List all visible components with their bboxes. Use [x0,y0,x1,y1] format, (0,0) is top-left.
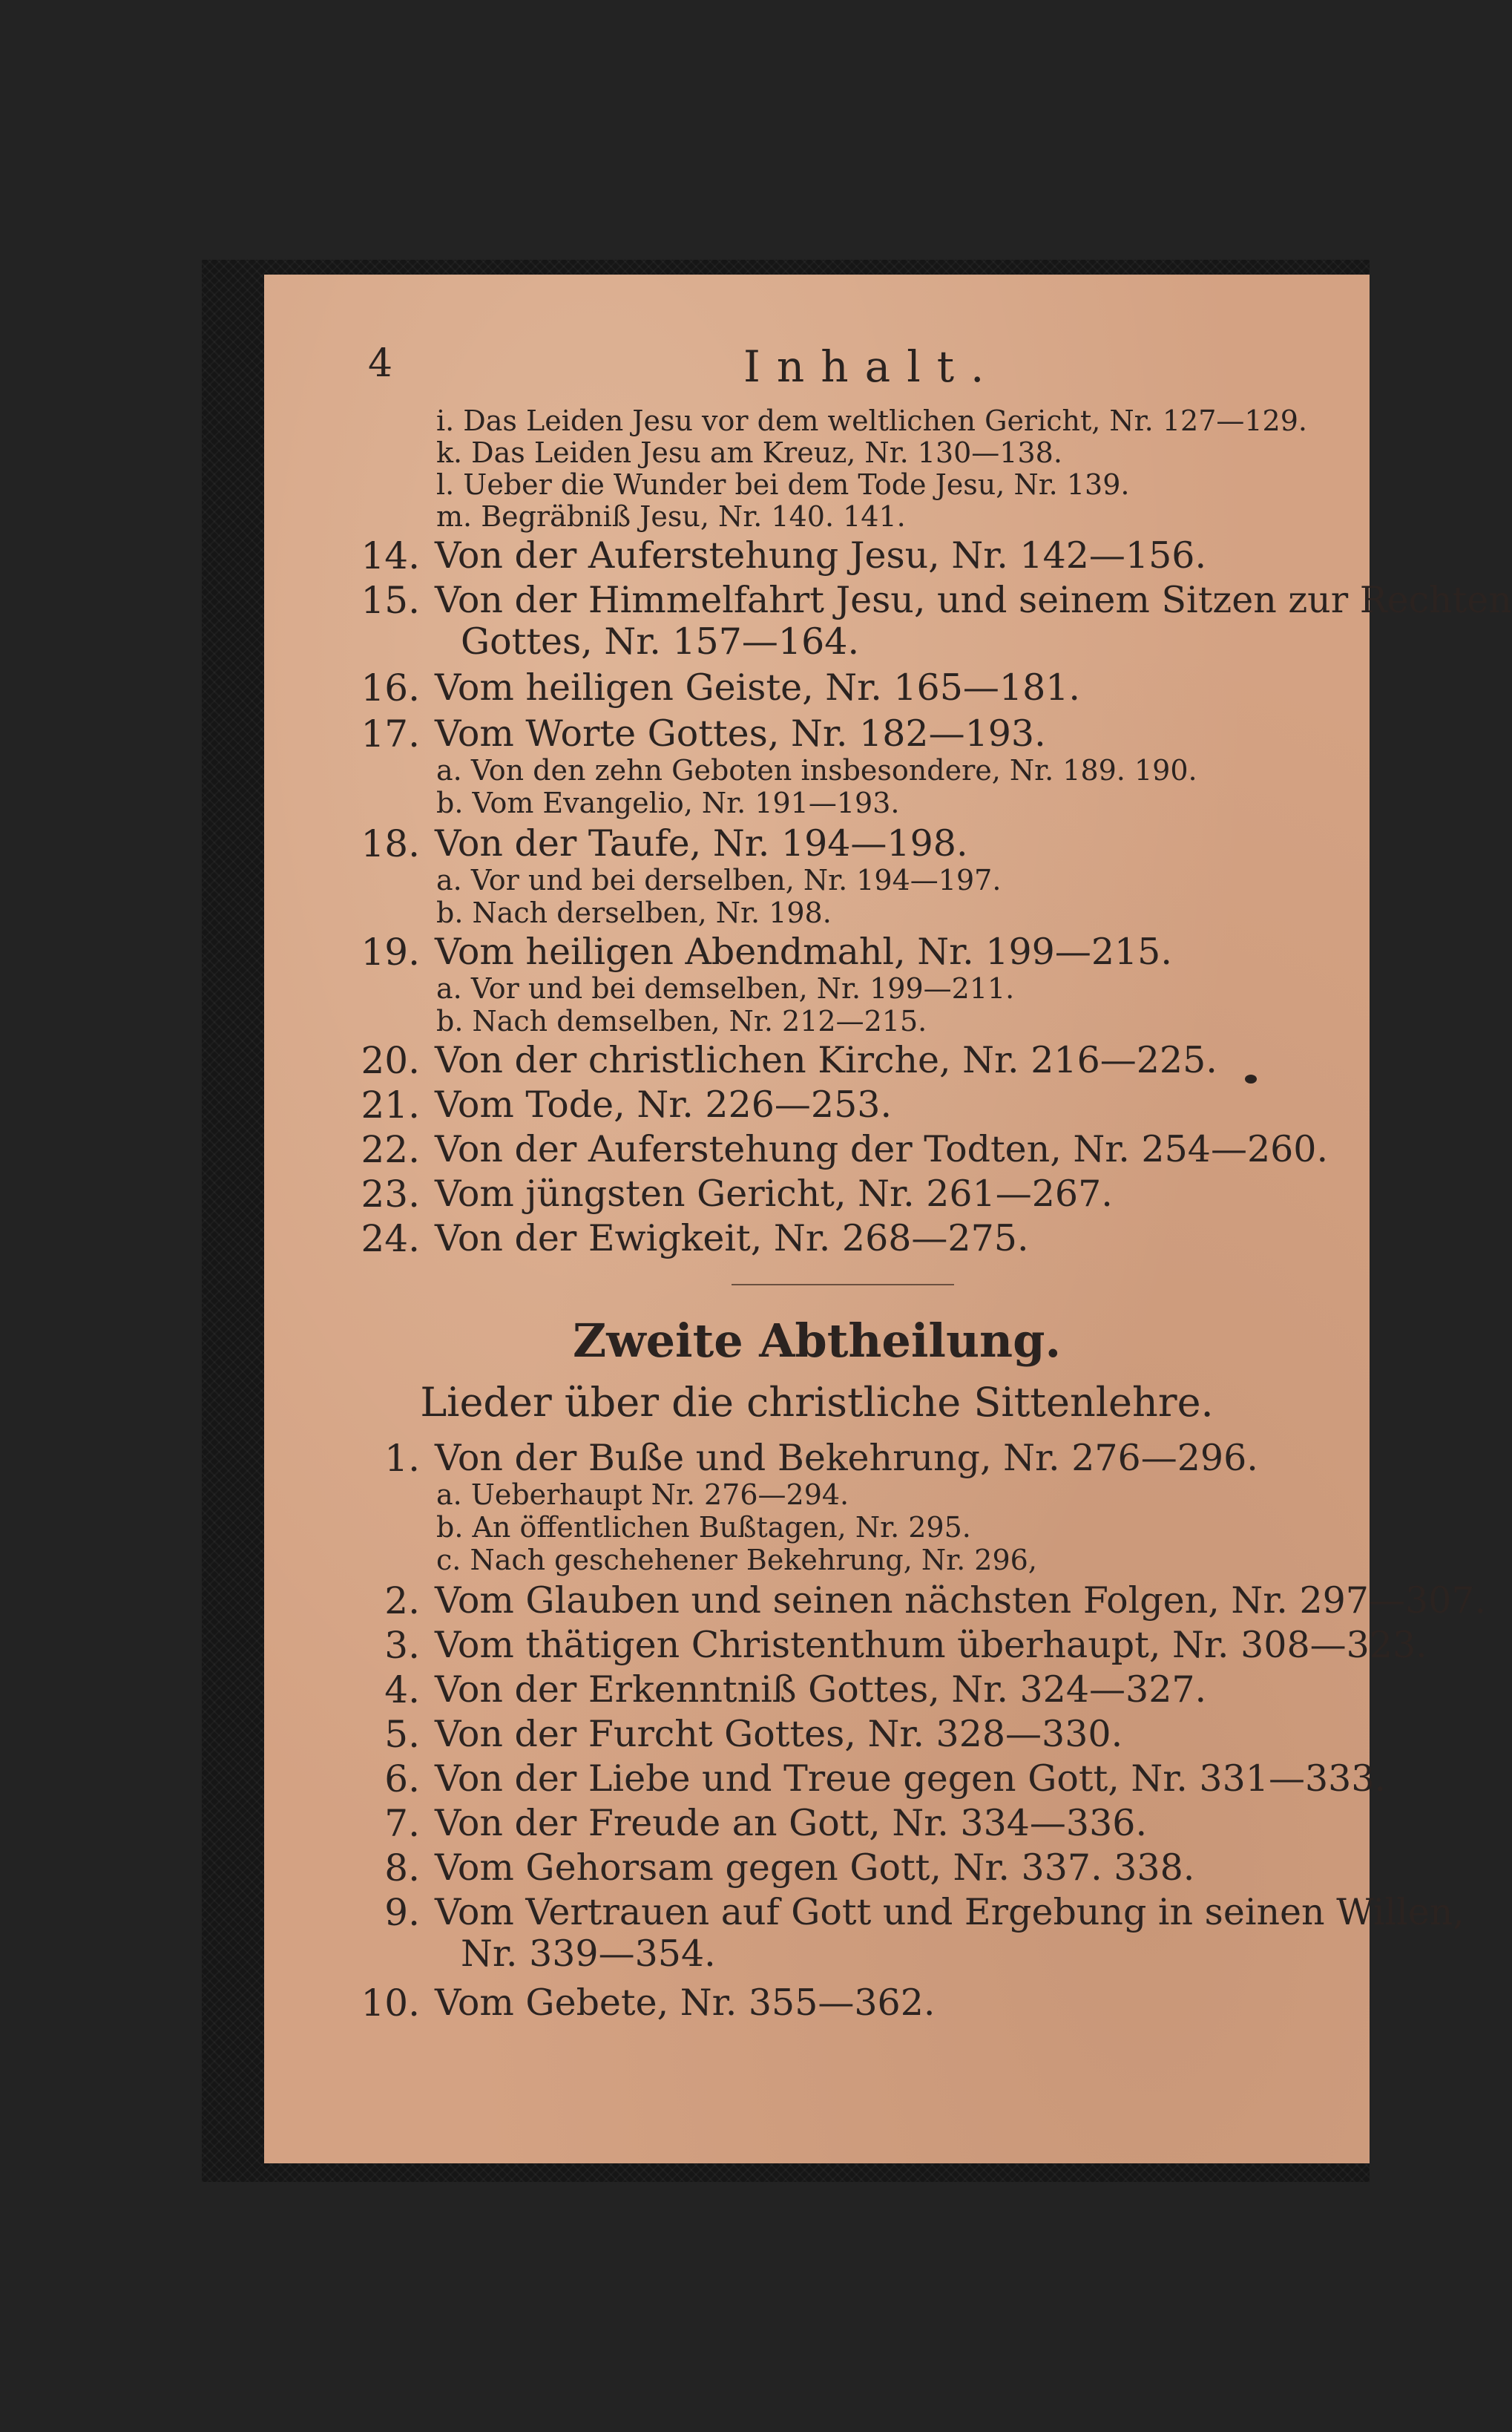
ink-spot [1245,1075,1257,1084]
toc-entry: Vom Tode, Nr. 226—253. [435,1084,893,1126]
section-divider [732,1284,954,1285]
section-subheading: Lieder über die christliche Sittenlehre. [420,1379,1214,1426]
toc-entry-number: 2. [384,1579,420,1622]
toc-subentry: a. Von den zehn Geboten insbesondere, Nr. 189. 190. [436,754,1197,787]
toc-subentry: b. An öffentlichen Bußtagen, Nr. 295. [436,1511,971,1544]
toc-entry-number: 14. [361,534,420,577]
toc-subentry: l. Ueber die Wunder bei dem Tode Jesu, Nr. 139. [436,468,1130,501]
toc-subentry: c. Nach geschehener Bekehrung, Nr. 296, [436,1544,1037,1576]
toc-entry: Von der Buße und Bekehrung, Nr. 276—296. [435,1437,1258,1479]
toc-entry-number: 4. [384,1668,420,1711]
toc-entry-number: 17. [361,712,420,756]
toc-subentry: a. Vor und bei demselben, Nr. 199—211. [436,972,1015,1005]
toc-subentry: b. Vom Evangelio, Nr. 191—193. [436,787,900,819]
page-title: Inhalt. [743,341,1001,392]
toc-entry-number: 22. [361,1128,420,1171]
toc-entry-number: 15. [361,579,420,622]
toc-subentry: i. Das Leiden Jesu vor dem weltlichen Gericht, Nr. 127—129. [436,404,1307,437]
toc-entry-number: 8. [384,1846,420,1889]
toc-entry-number: 3. [384,1624,420,1667]
toc-entry: Von der Auferstehung Jesu, Nr. 142—156. [435,534,1207,577]
toc-subentry: b. Nach derselben, Nr. 198. [436,897,832,929]
toc-entry: Vom jüngsten Gericht, Nr. 261—267. [435,1173,1113,1215]
toc-entry: Vom Worte Gottes, Nr. 182—193. [435,712,1046,755]
toc-subentry: a. Ueberhaupt Nr. 276—294. [436,1478,849,1511]
toc-entry-number: 23. [361,1173,420,1216]
toc-entry-number: 7. [384,1802,420,1845]
toc-entry: Von der Liebe und Treue gegen Gott, Nr. 331—333. [435,1757,1387,1800]
toc-entry-number: 1. [384,1437,420,1480]
toc-entry: Von der Freude an Gott, Nr. 334—336. [435,1802,1148,1844]
toc-subentry: m. Begräbniß Jesu, Nr. 140. 141. [436,500,906,533]
toc-entry: Vom heiligen Abendmahl, Nr. 199—215. [435,931,1172,973]
book-page [264,275,1512,2163]
toc-entry-number: 9. [384,1891,420,1934]
toc-entry-number: 10. [361,1982,420,2025]
toc-entry-number: 5. [384,1713,420,1756]
toc-entry-number: 24. [361,1217,420,1260]
toc-entry-number: 6. [384,1757,420,1800]
toc-entry: Von der Ewigkeit, Nr. 268—275. [435,1217,1029,1259]
toc-entry: Vom Gebete, Nr. 355—362. [435,1982,936,2024]
toc-entry-number: 21. [361,1084,420,1127]
toc-entry-number: 18. [361,822,420,865]
toc-entry: Vom Gehorsam gegen Gott, Nr. 337. 338. [435,1846,1195,1889]
toc-entry-number: 19. [361,931,420,974]
toc-entry-number: 20. [361,1039,420,1082]
toc-entry: Von der Erkenntniß Gottes, Nr. 324—327. [435,1668,1207,1711]
toc-entry-continuation: Gottes, Nr. 157—164. [461,620,860,663]
toc-entry: Vom Vertrauen auf Gott und Ergebung in seinen Willen, [435,1891,1465,1933]
toc-entry: Von der christlichen Kirche, Nr. 216—225. [435,1039,1217,1081]
toc-entry: Von der Auferstehung der Todten, Nr. 254—260. [435,1128,1329,1170]
toc-entry: Vom heiligen Geiste, Nr. 165—181. [435,666,1080,709]
toc-entry: Von der Himmelfahrt Jesu, und seinem Sitzen zur Rechten [435,579,1512,621]
toc-subentry: k. Das Leiden Jesu am Kreuz, Nr. 130—138. [436,436,1062,469]
toc-subentry: a. Vor und bei derselben, Nr. 194—197. [436,864,1002,897]
toc-entry-continuation: Nr. 339—354. [461,1933,716,1975]
toc-entry-number: 16. [361,666,420,709]
toc-entry: Von der Taufe, Nr. 194—198. [435,822,968,865]
toc-entry: Vom Glauben und seinen nächsten Folgen, Nr. 297—307. [435,1579,1487,1622]
toc-entry: Von der Furcht Gottes, Nr. 328—330. [435,1713,1123,1755]
page-number: 4 [368,341,393,386]
section-heading: Zweite Abtheilung. [572,1314,1062,1368]
toc-subentry: b. Nach demselben, Nr. 212—215. [436,1005,927,1038]
toc-entry: Vom thätigen Christenthum überhaupt, Nr. 308—323. [435,1624,1427,1666]
